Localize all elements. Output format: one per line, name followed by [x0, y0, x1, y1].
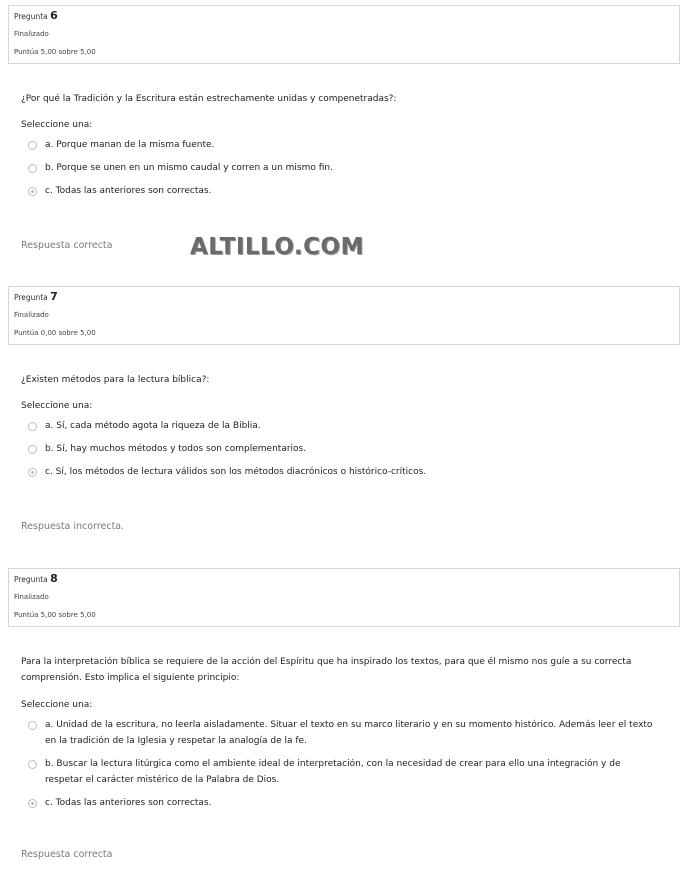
question-text: ¿Existen métodos para la lectura bíblica?: — [21, 375, 210, 385]
select-one-label: Seleccione una: — [21, 700, 93, 710]
question-label: Pregunta — [14, 575, 48, 584]
option-text: b. Porque se unen en un mismo caudal y corren a un mismo fin. — [45, 163, 333, 173]
select-one-label: Seleccione una: — [21, 401, 93, 411]
option-text: c. Todas las anteriores son correctas. — [45, 798, 212, 808]
feedback-text: Respuesta correcta — [21, 240, 113, 251]
option-text: a. Unidad de la escritura, no leerla aisladamente. Situar el texto en su marco literario y en su momento histórico. Además leer el texto en la tradición de la Iglesia y respetar la analogía de la fe. — [45, 720, 653, 746]
radio-button[interactable] — [28, 760, 37, 769]
question-heading — [14, 10, 674, 23]
question-label: Pregunta — [14, 293, 48, 302]
question-body-6 — [21, 92, 661, 199]
answer-option-a[interactable] — [21, 418, 661, 434]
question-score: Puntúa 0,00 sobre 5,00 — [14, 329, 96, 337]
question-body-8 — [21, 654, 661, 811]
question-state: Finalizado — [14, 593, 49, 601]
answer-option-c[interactable] — [21, 464, 661, 480]
radio-button[interactable] — [28, 445, 37, 454]
question-heading — [14, 291, 674, 304]
watermark: ALTILLO.COM — [190, 234, 364, 260]
option-text: b. Buscar la lectura litúrgica como el ambiente ideal de interpretación, con la necesidad de crear para ello una integración y de respetar el carácter mistérico de la Palabra de Dios. — [45, 759, 621, 785]
question-text: ¿Por qué la Tradición y la Escritura están estrechamente unidas y compenetradas?: — [21, 94, 397, 104]
question-info-6 — [8, 5, 680, 64]
radio-button[interactable] — [28, 422, 37, 431]
answer-option-a[interactable] — [21, 717, 661, 749]
answer-options — [21, 137, 661, 199]
answer-option-b[interactable] — [21, 441, 661, 457]
question-score: Puntúa 5,00 sobre 5,00 — [14, 48, 96, 56]
option-text: c. Todas las anteriores son correctas. — [45, 186, 212, 196]
answer-option-b[interactable] — [21, 756, 661, 788]
answer-options — [21, 717, 661, 811]
option-text: b. Sí, hay muchos métodos y todos son complementarios. — [45, 444, 307, 454]
question-label: Pregunta — [14, 12, 48, 21]
question-number: 7 — [50, 290, 58, 303]
radio-button[interactable] — [28, 141, 37, 150]
select-one-label: Seleccione una: — [21, 120, 93, 130]
radio-button[interactable] — [28, 721, 37, 730]
radio-button-selected[interactable] — [28, 799, 37, 808]
question-state: Finalizado — [14, 311, 49, 319]
feedback-text: Respuesta correcta — [21, 849, 113, 860]
answer-option-c[interactable] — [21, 183, 661, 199]
answer-option-a[interactable] — [21, 137, 661, 153]
question-number: 8 — [50, 572, 58, 585]
question-heading — [14, 573, 674, 586]
option-text: a. Porque manan de la misma fuente. — [45, 140, 215, 150]
option-text: c. Sí, los métodos de lectura válidos son los métodos diacrónicos o histórico-críticos. — [45, 467, 427, 477]
answer-options — [21, 418, 661, 480]
option-text: a. Sí, cada método agota la riqueza de la Biblia. — [45, 421, 261, 431]
answer-option-b[interactable] — [21, 160, 661, 176]
radio-button[interactable] — [28, 164, 37, 173]
radio-button-selected[interactable] — [28, 468, 37, 477]
question-info-7 — [8, 286, 680, 345]
question-text: Para la interpretación bíblica se requiere de la acción del Espíritu que ha inspirado los textos, para que él mismo nos guíe a su correcta comprensión. Esto implica el siguiente principio: — [21, 657, 632, 683]
question-number: 6 — [50, 9, 58, 22]
question-score: Puntúa 5,00 sobre 5,00 — [14, 611, 96, 619]
question-info-8 — [8, 568, 680, 627]
radio-button-selected[interactable] — [28, 187, 37, 196]
answer-option-c[interactable] — [21, 795, 661, 811]
feedback-text: Respuesta incorrecta. — [21, 521, 125, 532]
question-body-7 — [21, 373, 661, 480]
question-state: Finalizado — [14, 30, 49, 38]
